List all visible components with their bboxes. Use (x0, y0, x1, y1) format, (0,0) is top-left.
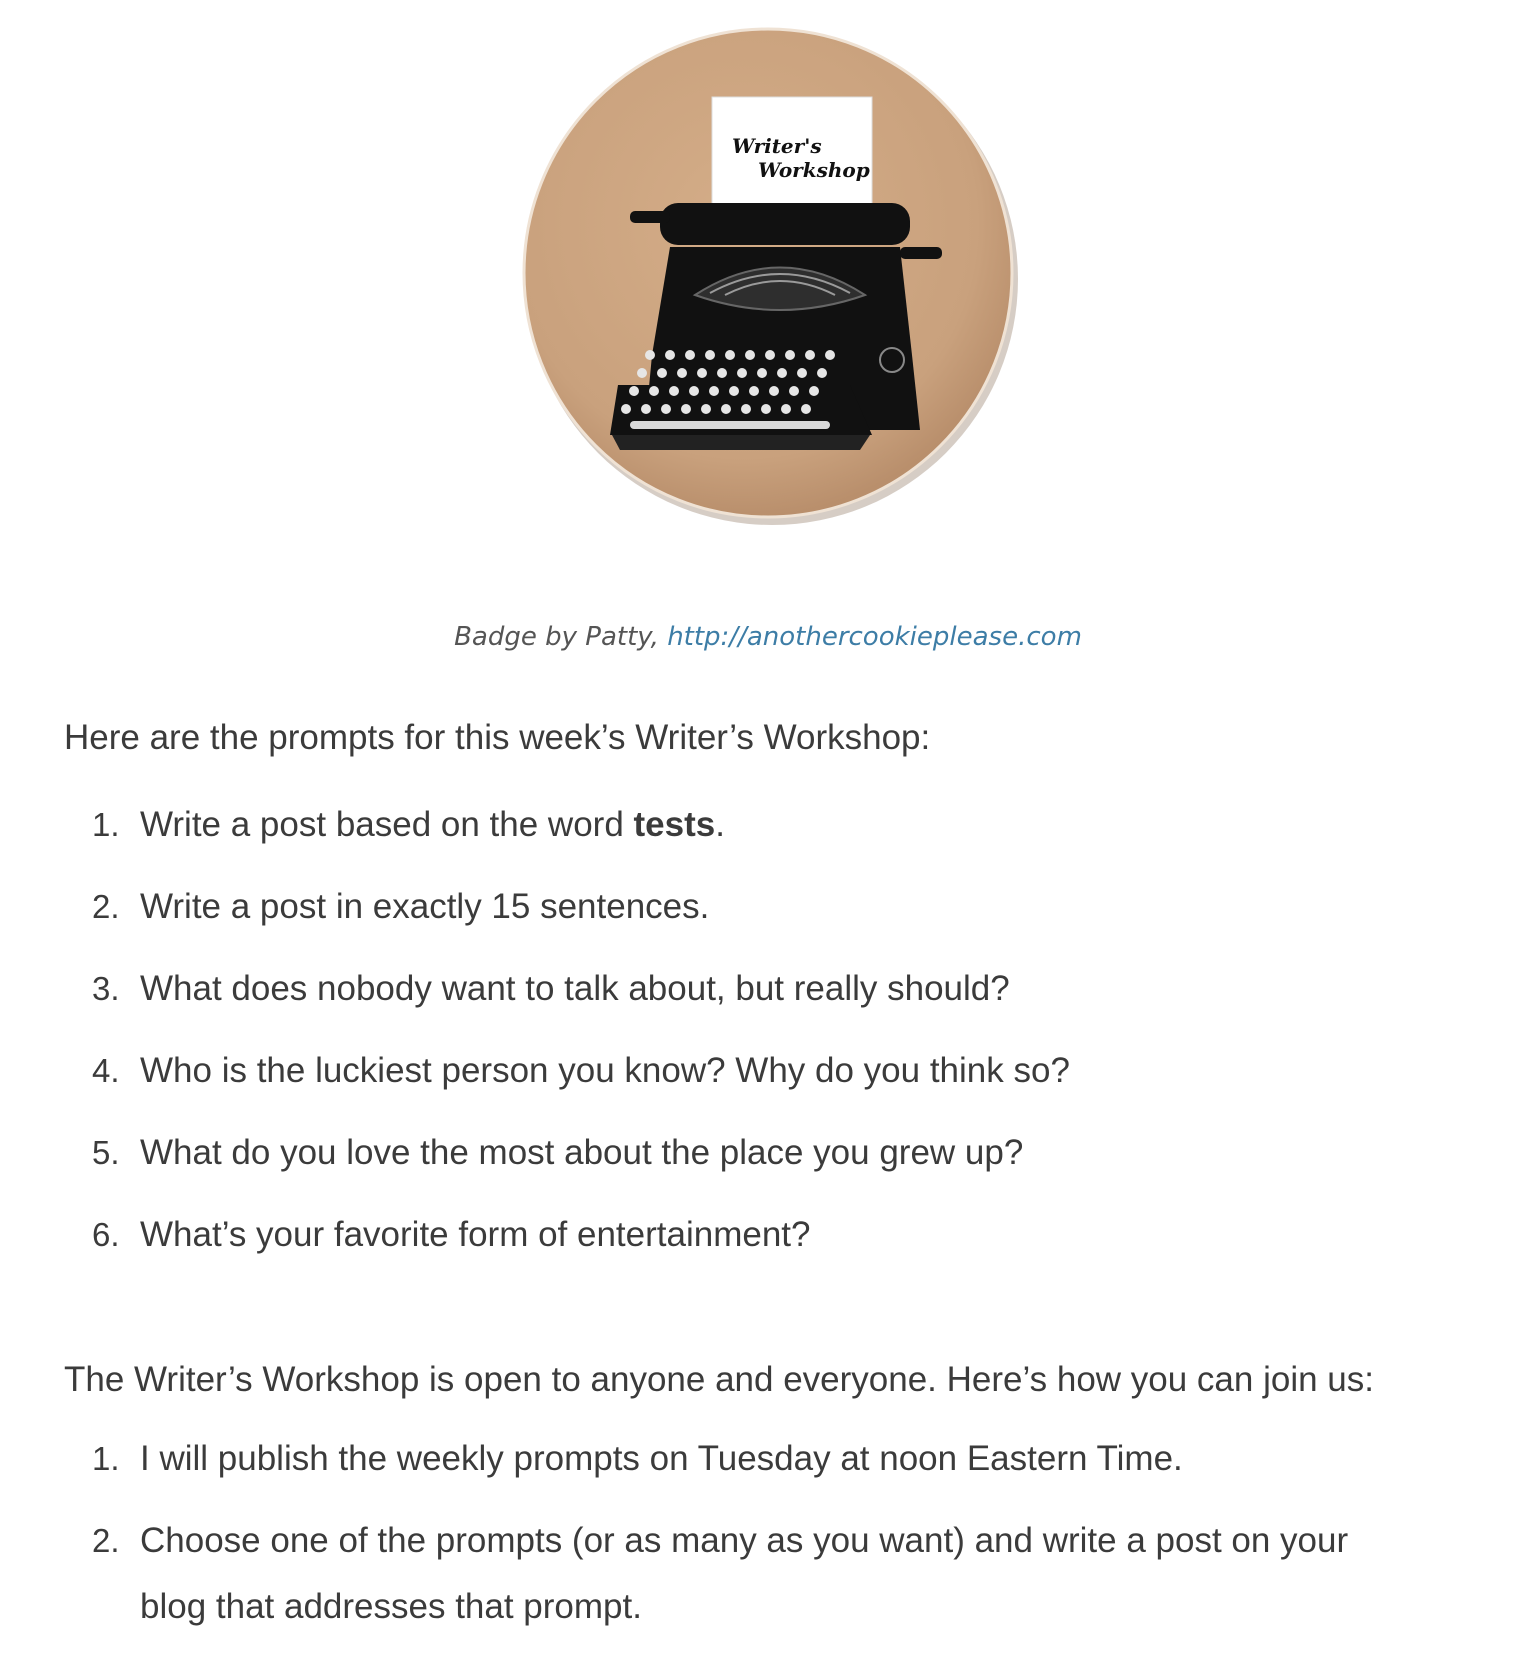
list-item-text: Choose one of the prompts (or as many as you want) and write a post on your blog that addresses that prompt. (140, 1521, 1349, 1626)
list-item-number: 2. (92, 1522, 120, 1559)
list-item-text: Write a post based on the word (140, 805, 634, 844)
badge-paper-line2: Workshop (758, 158, 870, 182)
list-item-text: What’s your favorite form of entertainment? (140, 1215, 811, 1254)
list-item-number: 1. (92, 1440, 120, 1477)
list-item (0, 1202, 1536, 1268)
list-item-text: I will publish the weekly prompts on Tuesday at noon Eastern Time. (140, 1439, 1183, 1478)
list-item (0, 1426, 1536, 1492)
writers-workshop-badge (520, 25, 1020, 525)
prompts-list (0, 792, 1536, 1284)
list-item-text: What does nobody want to talk about, but really should? (140, 969, 1010, 1008)
badge-paper-line1: Writer's (732, 134, 822, 158)
list-item (0, 1038, 1536, 1104)
list-item-text: Who is the luckiest person you know? Why do you think so? (140, 1051, 1070, 1090)
prompts-intro: Here are the prompts for this week’s Writer’s Workshop: (64, 718, 931, 757)
list-item (0, 1120, 1536, 1186)
caption-credit: Badge by Patty, (454, 622, 659, 652)
list-item-bold-word: tests (633, 805, 716, 844)
list-item-number: 2. (92, 888, 120, 925)
list-item-number: 4. (92, 1052, 120, 1089)
typewriter-badge-image (520, 25, 1020, 525)
list-item-number: 6. (92, 1216, 120, 1253)
list-item (0, 1508, 1536, 1640)
list-item-number: 1. (92, 806, 120, 843)
list-item-number: 3. (92, 970, 120, 1007)
list-item (0, 874, 1536, 940)
list-item-number: 5. (92, 1134, 120, 1171)
list-item-text: What do you love the most about the place you grew up? (140, 1133, 1024, 1172)
list-item (0, 956, 1536, 1022)
caption-link[interactable]: http://anothercookieplease.com (667, 622, 1082, 652)
list-item (0, 792, 1536, 858)
badge-caption (0, 622, 1536, 652)
list-item-text: Write a post in exactly 15 sentences. (140, 887, 710, 926)
list-item-text-end: . (715, 805, 725, 844)
join-intro: The Writer’s Workshop is open to anyone and everyone. Here’s how you can join us: (64, 1360, 1374, 1399)
join-steps-list (0, 1426, 1536, 1656)
